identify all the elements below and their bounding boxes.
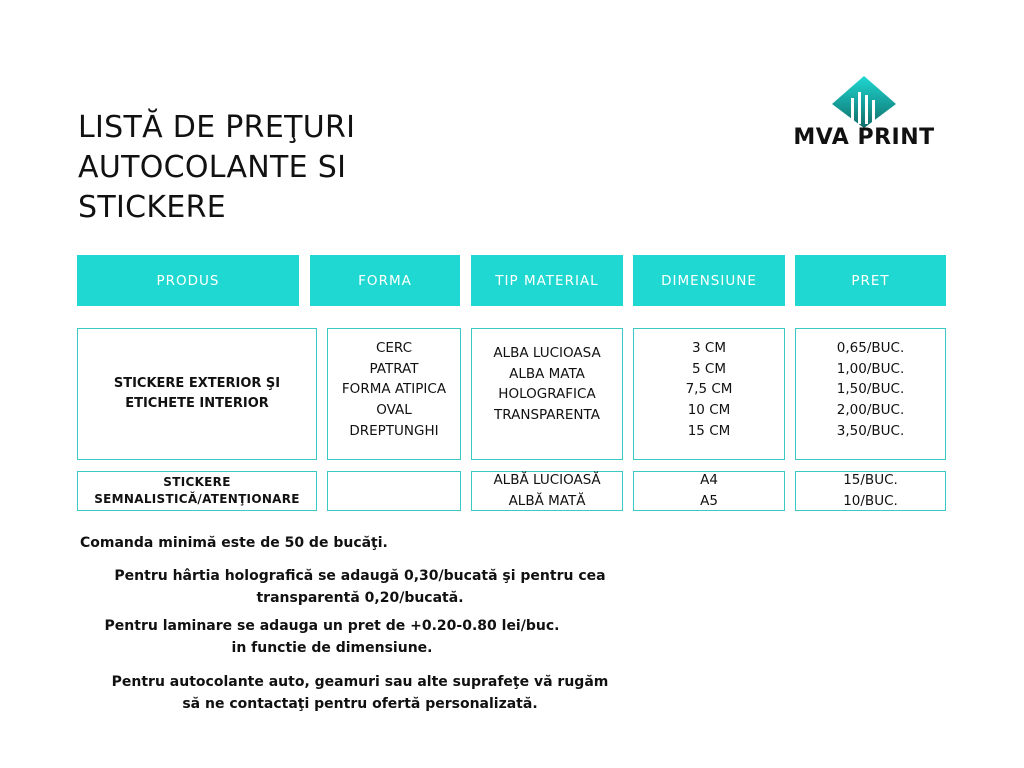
pret-item: 3,50/BUC. xyxy=(836,422,905,439)
brand-logo xyxy=(784,76,944,156)
header-dimensiune: DIMENSIUNE xyxy=(633,255,785,306)
dimensiune-item: A4 xyxy=(700,472,718,489)
note-auto-line: să ne contactaţi pentru ofertă personalizată. xyxy=(182,696,538,712)
material-item: ALBĂ LUCIOASĂ xyxy=(493,472,601,489)
header-pret: PRET xyxy=(795,255,946,306)
note-auto xyxy=(0,671,720,715)
row2-dimensiune xyxy=(633,471,785,511)
row1-produs-line: STICKERE EXTERIOR ŞI xyxy=(113,376,281,391)
dimensiune-item: 3 CM xyxy=(692,340,726,356)
title-line-3: STICKERE xyxy=(78,190,226,225)
note-auto-line: Pentru autocolante auto, geamuri sau alte suprafeţe vă rugăm xyxy=(111,674,609,690)
row2-pret xyxy=(795,471,946,511)
forma-item: OVAL xyxy=(376,402,412,419)
material-item: ALBA LUCIOASA xyxy=(493,345,601,361)
note-lamination xyxy=(0,615,664,659)
material-item: ALBA MATA xyxy=(509,365,585,382)
logo-diamond-icon xyxy=(828,76,900,128)
note-lamination-line: in functie de dimensiune. xyxy=(231,640,433,656)
note-holographic xyxy=(0,565,720,609)
dimensiune-item: 7,5 CM xyxy=(685,381,733,398)
row2-produs-line: SEMNALISTICĂ/ATENŢIONARE xyxy=(94,492,300,506)
forma-item: FORMA ATIPICA xyxy=(341,381,447,398)
material-item: HOLOGRAFICA xyxy=(498,386,596,403)
row1-produs xyxy=(77,328,317,460)
pret-item: 0,65/BUC. xyxy=(836,340,905,356)
row1-forma xyxy=(327,328,461,460)
pret-item: 1,00/BUC. xyxy=(836,360,905,377)
note-holographic-line: transparentă 0,20/bucată. xyxy=(256,590,464,606)
header-forma: FORMA xyxy=(310,255,460,306)
row2-forma xyxy=(327,471,461,511)
logo-text: MVA PRINT xyxy=(793,125,935,150)
header-tip-material: TIP MATERIAL xyxy=(471,255,623,306)
title-line-1: LISTĂ DE PREŢURI xyxy=(78,110,356,145)
row1-produs-line: ETICHETE INTERIOR xyxy=(125,396,269,411)
row1-dimensiune xyxy=(633,328,785,460)
dimensiune-item: 10 CM xyxy=(687,402,731,419)
note-min-order: Comanda minimă este de 50 de bucăţi. xyxy=(80,535,388,551)
dimensiune-item: 5 CM xyxy=(692,360,726,377)
dimensiune-item: A5 xyxy=(700,493,718,509)
title-line-2: AUTOCOLANTE SI xyxy=(78,150,347,185)
material-item: TRANSPARENTA xyxy=(494,407,600,424)
material-item: ALBĂ MATĂ xyxy=(508,493,586,509)
row2-produs xyxy=(77,471,317,511)
row1-pret xyxy=(795,328,946,460)
forma-item: DREPTUNGHI xyxy=(349,422,439,439)
dimensiune-item: 15 CM xyxy=(687,422,731,439)
note-lamination-line: Pentru laminare se adauga un pret de +0.20-0.80 lei/buc. xyxy=(104,618,560,634)
forma-item: CERC xyxy=(375,340,413,356)
pret-item: 2,00/BUC. xyxy=(836,402,905,419)
pret-item: 15/BUC. xyxy=(843,472,898,489)
header-produs: PRODUS xyxy=(77,255,299,306)
page-title xyxy=(78,108,355,228)
pret-item: 1,50/BUC. xyxy=(836,381,905,398)
row1-material xyxy=(471,328,623,460)
forma-item: PATRAT xyxy=(369,360,419,377)
note-holographic-line: Pentru hârtia holografică se adaugă 0,30/bucată şi pentru cea xyxy=(114,568,606,584)
row2-material xyxy=(471,471,623,511)
row2-produs-line: STICKERE xyxy=(163,475,231,489)
pret-item: 10/BUC. xyxy=(843,493,898,509)
